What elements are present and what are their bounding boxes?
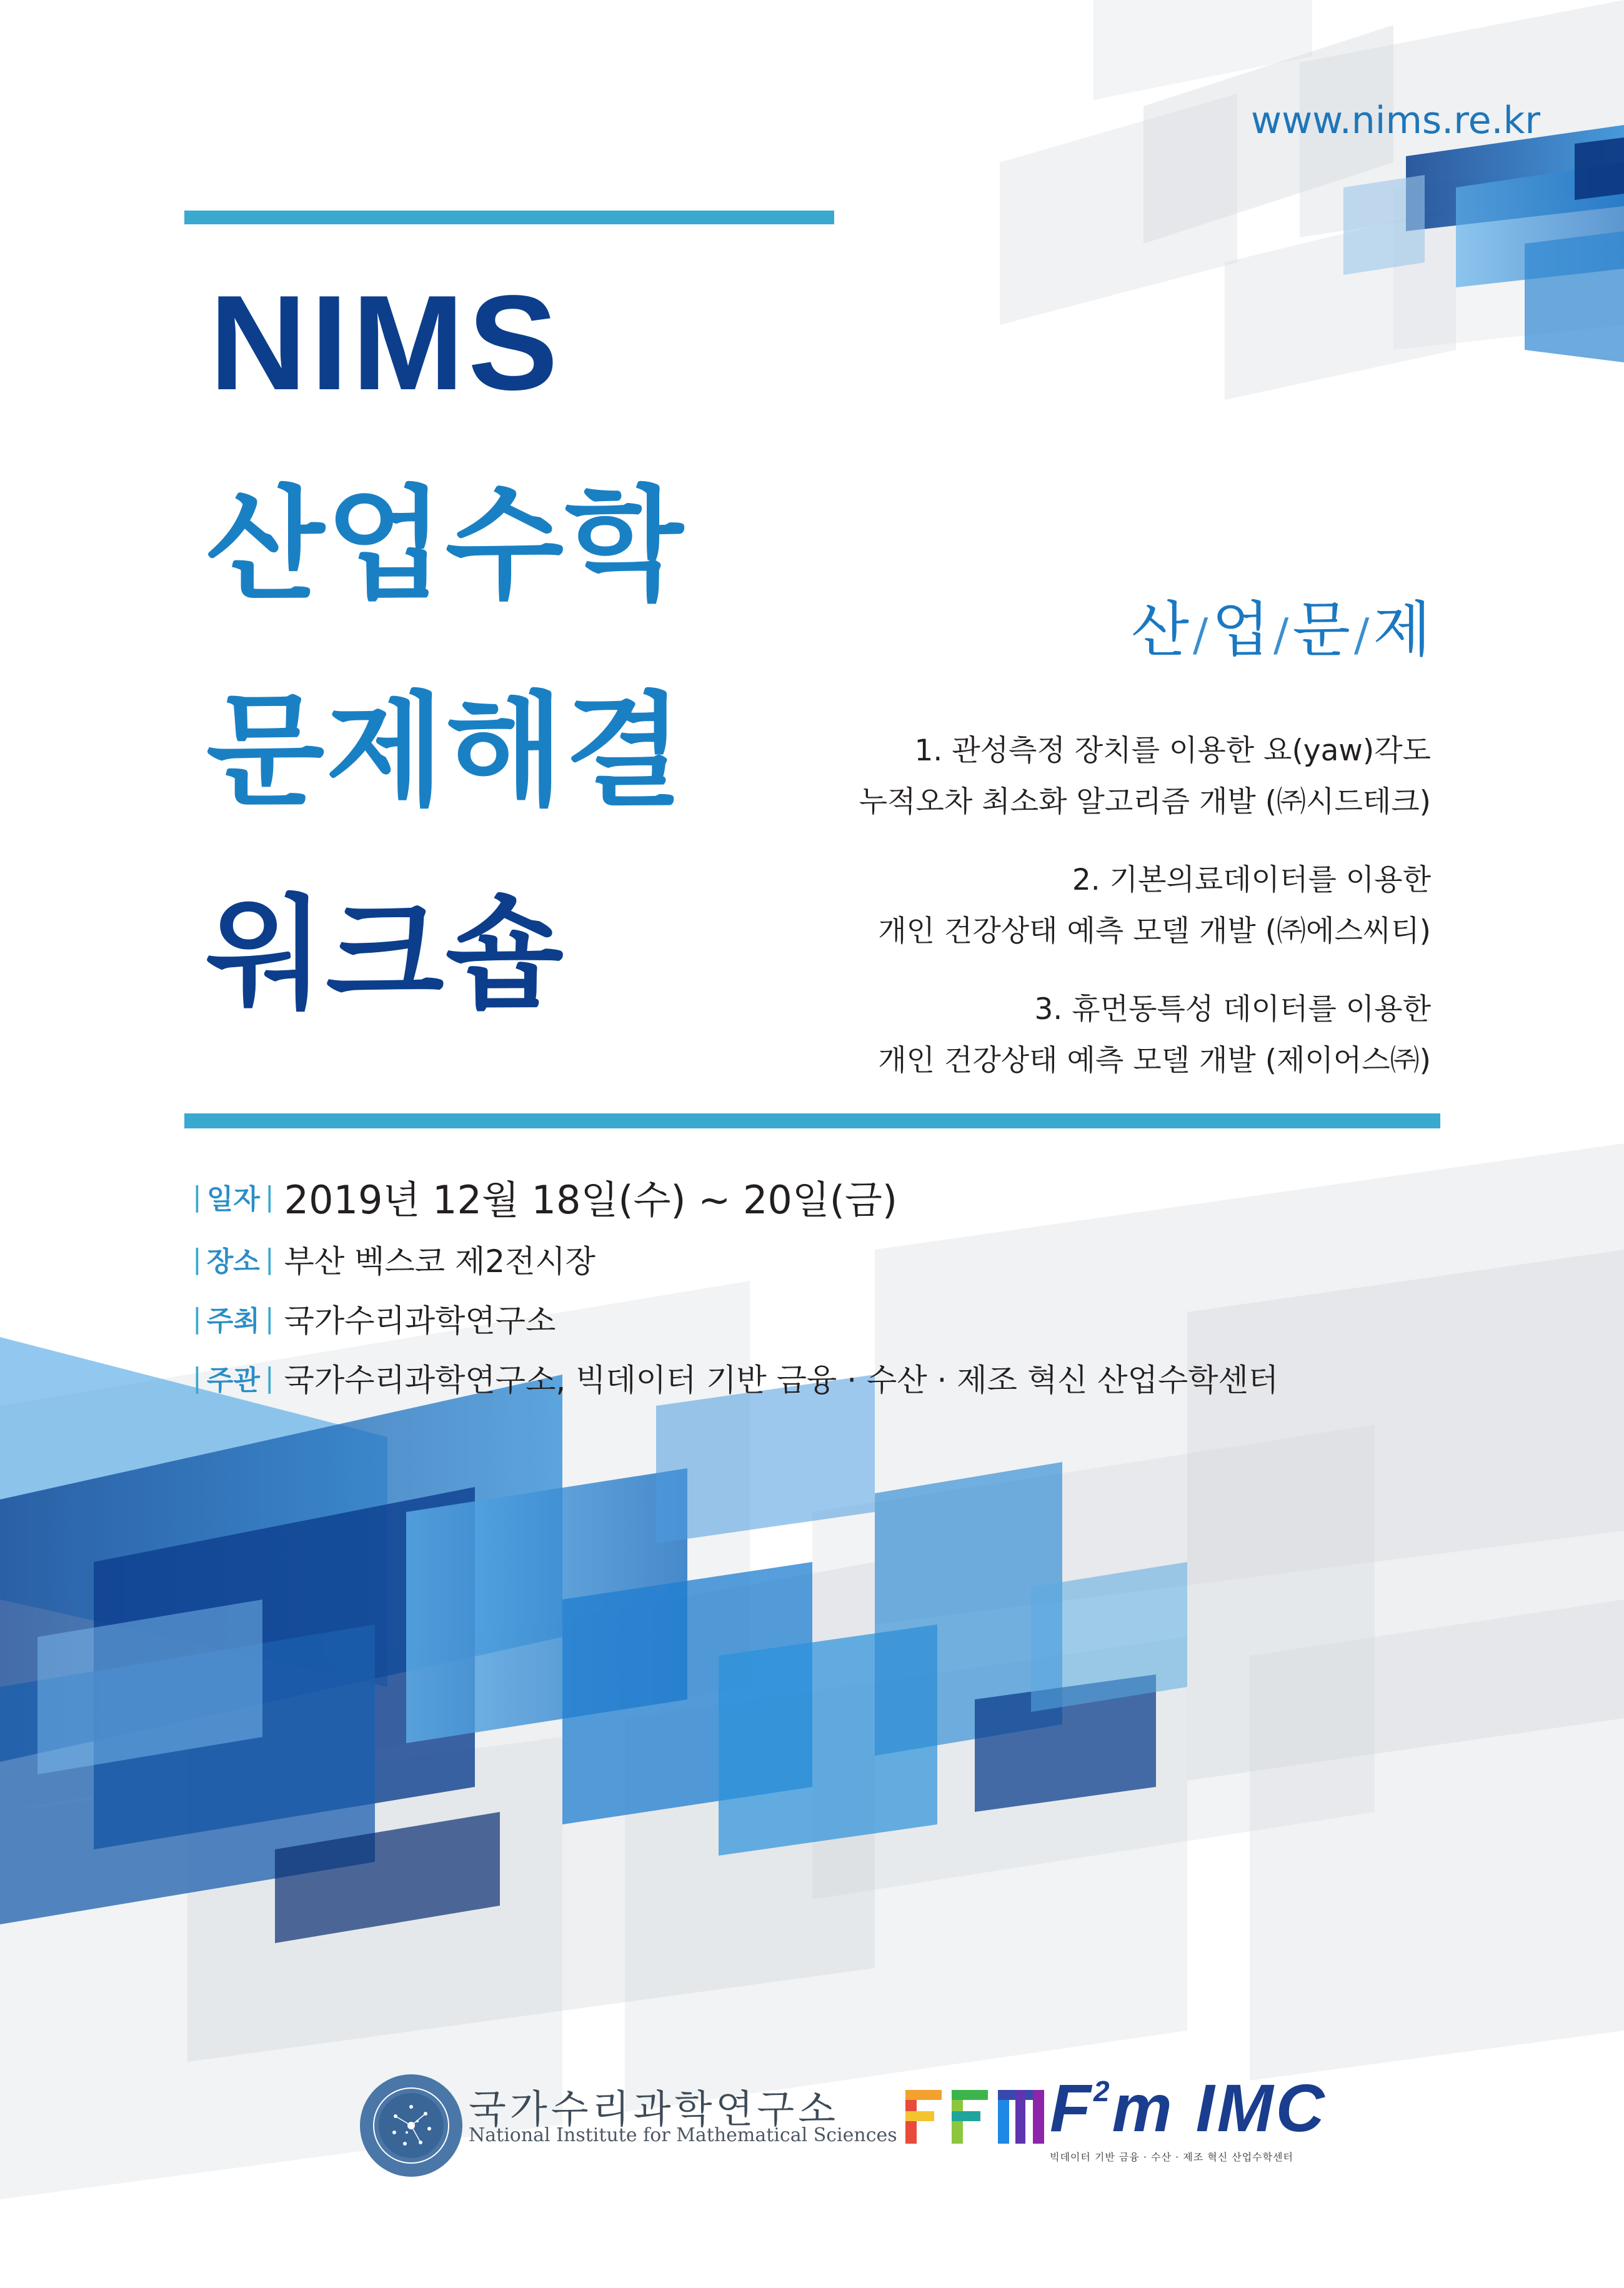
info-label-venue: 장소	[206, 1246, 260, 1278]
info-value-venue: 부산 벡스코 제2전시장	[284, 1243, 595, 1280]
problems-heading-char: 업	[1212, 595, 1270, 665]
info-value-organizer: 국가수리과학연구소, 빅데이터 기반 금융 · 수산 · 제조 혁신 산업수학센터	[284, 1362, 1279, 1398]
info-label-date: 일자	[206, 1183, 260, 1215]
info-bar-left: |	[192, 1243, 202, 1275]
problem-3-line-1: 3. 휴먼동특성 데이터를 이용한	[1034, 992, 1431, 1027]
imc-name-prefix: F	[1050, 2070, 1093, 2146]
imc-name-suffix: m IMC	[1112, 2070, 1327, 2146]
problem-2-line-2: 개인 건강상태 예측 모델 개발 (㈜에스씨티)	[878, 914, 1431, 948]
info-bar-right: |	[264, 1180, 274, 1213]
nims-name-korean: 국가수리과학연구소	[469, 2086, 840, 2132]
info-bar-right: |	[264, 1361, 274, 1394]
info-row-date	[187, 1175, 898, 1223]
info-bar-left: |	[192, 1361, 202, 1394]
title-line-workshop: 워크숍	[206, 883, 565, 1026]
title-nims: NIMS	[209, 267, 562, 418]
info-value-host: 국가수리과학연구소	[284, 1303, 556, 1339]
imc-center-name	[1050, 2070, 1327, 2146]
heading-separator: /	[1353, 609, 1370, 661]
problem-1-line-1: 1. 관성측정 장치를 이용한 요(yaw)각도	[914, 734, 1431, 768]
info-value-date: 2019년 12월 18일(수) ~ 20일(금)	[284, 1176, 898, 1223]
imc-name-superscript: 2	[1093, 2075, 1112, 2107]
heading-separator: /	[1273, 609, 1289, 661]
title-line-problem-solving: 문제해결	[206, 680, 685, 823]
top-divider	[184, 211, 834, 224]
info-bar-left: |	[192, 1180, 202, 1213]
problem-3-line-2: 개인 건강상태 예측 모델 개발 (제이어스㈜)	[878, 1043, 1431, 1078]
nims-name-english: National Institute for Mathematical Sciences	[469, 2124, 897, 2146]
info-label-organizer: 주관	[206, 1365, 260, 1396]
problem-1-line-2: 누적오차 최소화 알고리즘 개발 (㈜시드테크)	[859, 785, 1431, 819]
info-bar-right: |	[264, 1302, 274, 1335]
bottom-divider	[184, 1113, 1440, 1128]
problems-heading-char: 제	[1373, 595, 1431, 665]
ffm-logo-icon	[905, 2090, 1044, 2144]
info-bar-left: |	[192, 1302, 202, 1335]
info-label-host: 주최	[206, 1305, 260, 1337]
info-bar-right: |	[264, 1243, 274, 1275]
title-line-industrial-math: 산업수학	[206, 474, 685, 617]
info-row-host	[187, 1296, 555, 1340]
problems-heading-char: 문	[1292, 595, 1350, 665]
nims-emblem-icon	[358, 2072, 464, 2179]
website-url[interactable]: www.nims.re.kr	[1251, 99, 1541, 142]
heading-separator: /	[1192, 609, 1208, 661]
problem-2-line-1: 2. 기본의료데이터를 이용한	[1072, 863, 1431, 897]
imc-center-subtitle: 빅데이터 기반 금융 · 수산 · 제조 혁신 산업수학센터	[1050, 2151, 1293, 2163]
problems-heading-char: 산	[1131, 595, 1189, 665]
info-row-venue	[187, 1237, 595, 1281]
problems-heading	[975, 595, 1431, 665]
info-row-organizer	[187, 1356, 1278, 1400]
